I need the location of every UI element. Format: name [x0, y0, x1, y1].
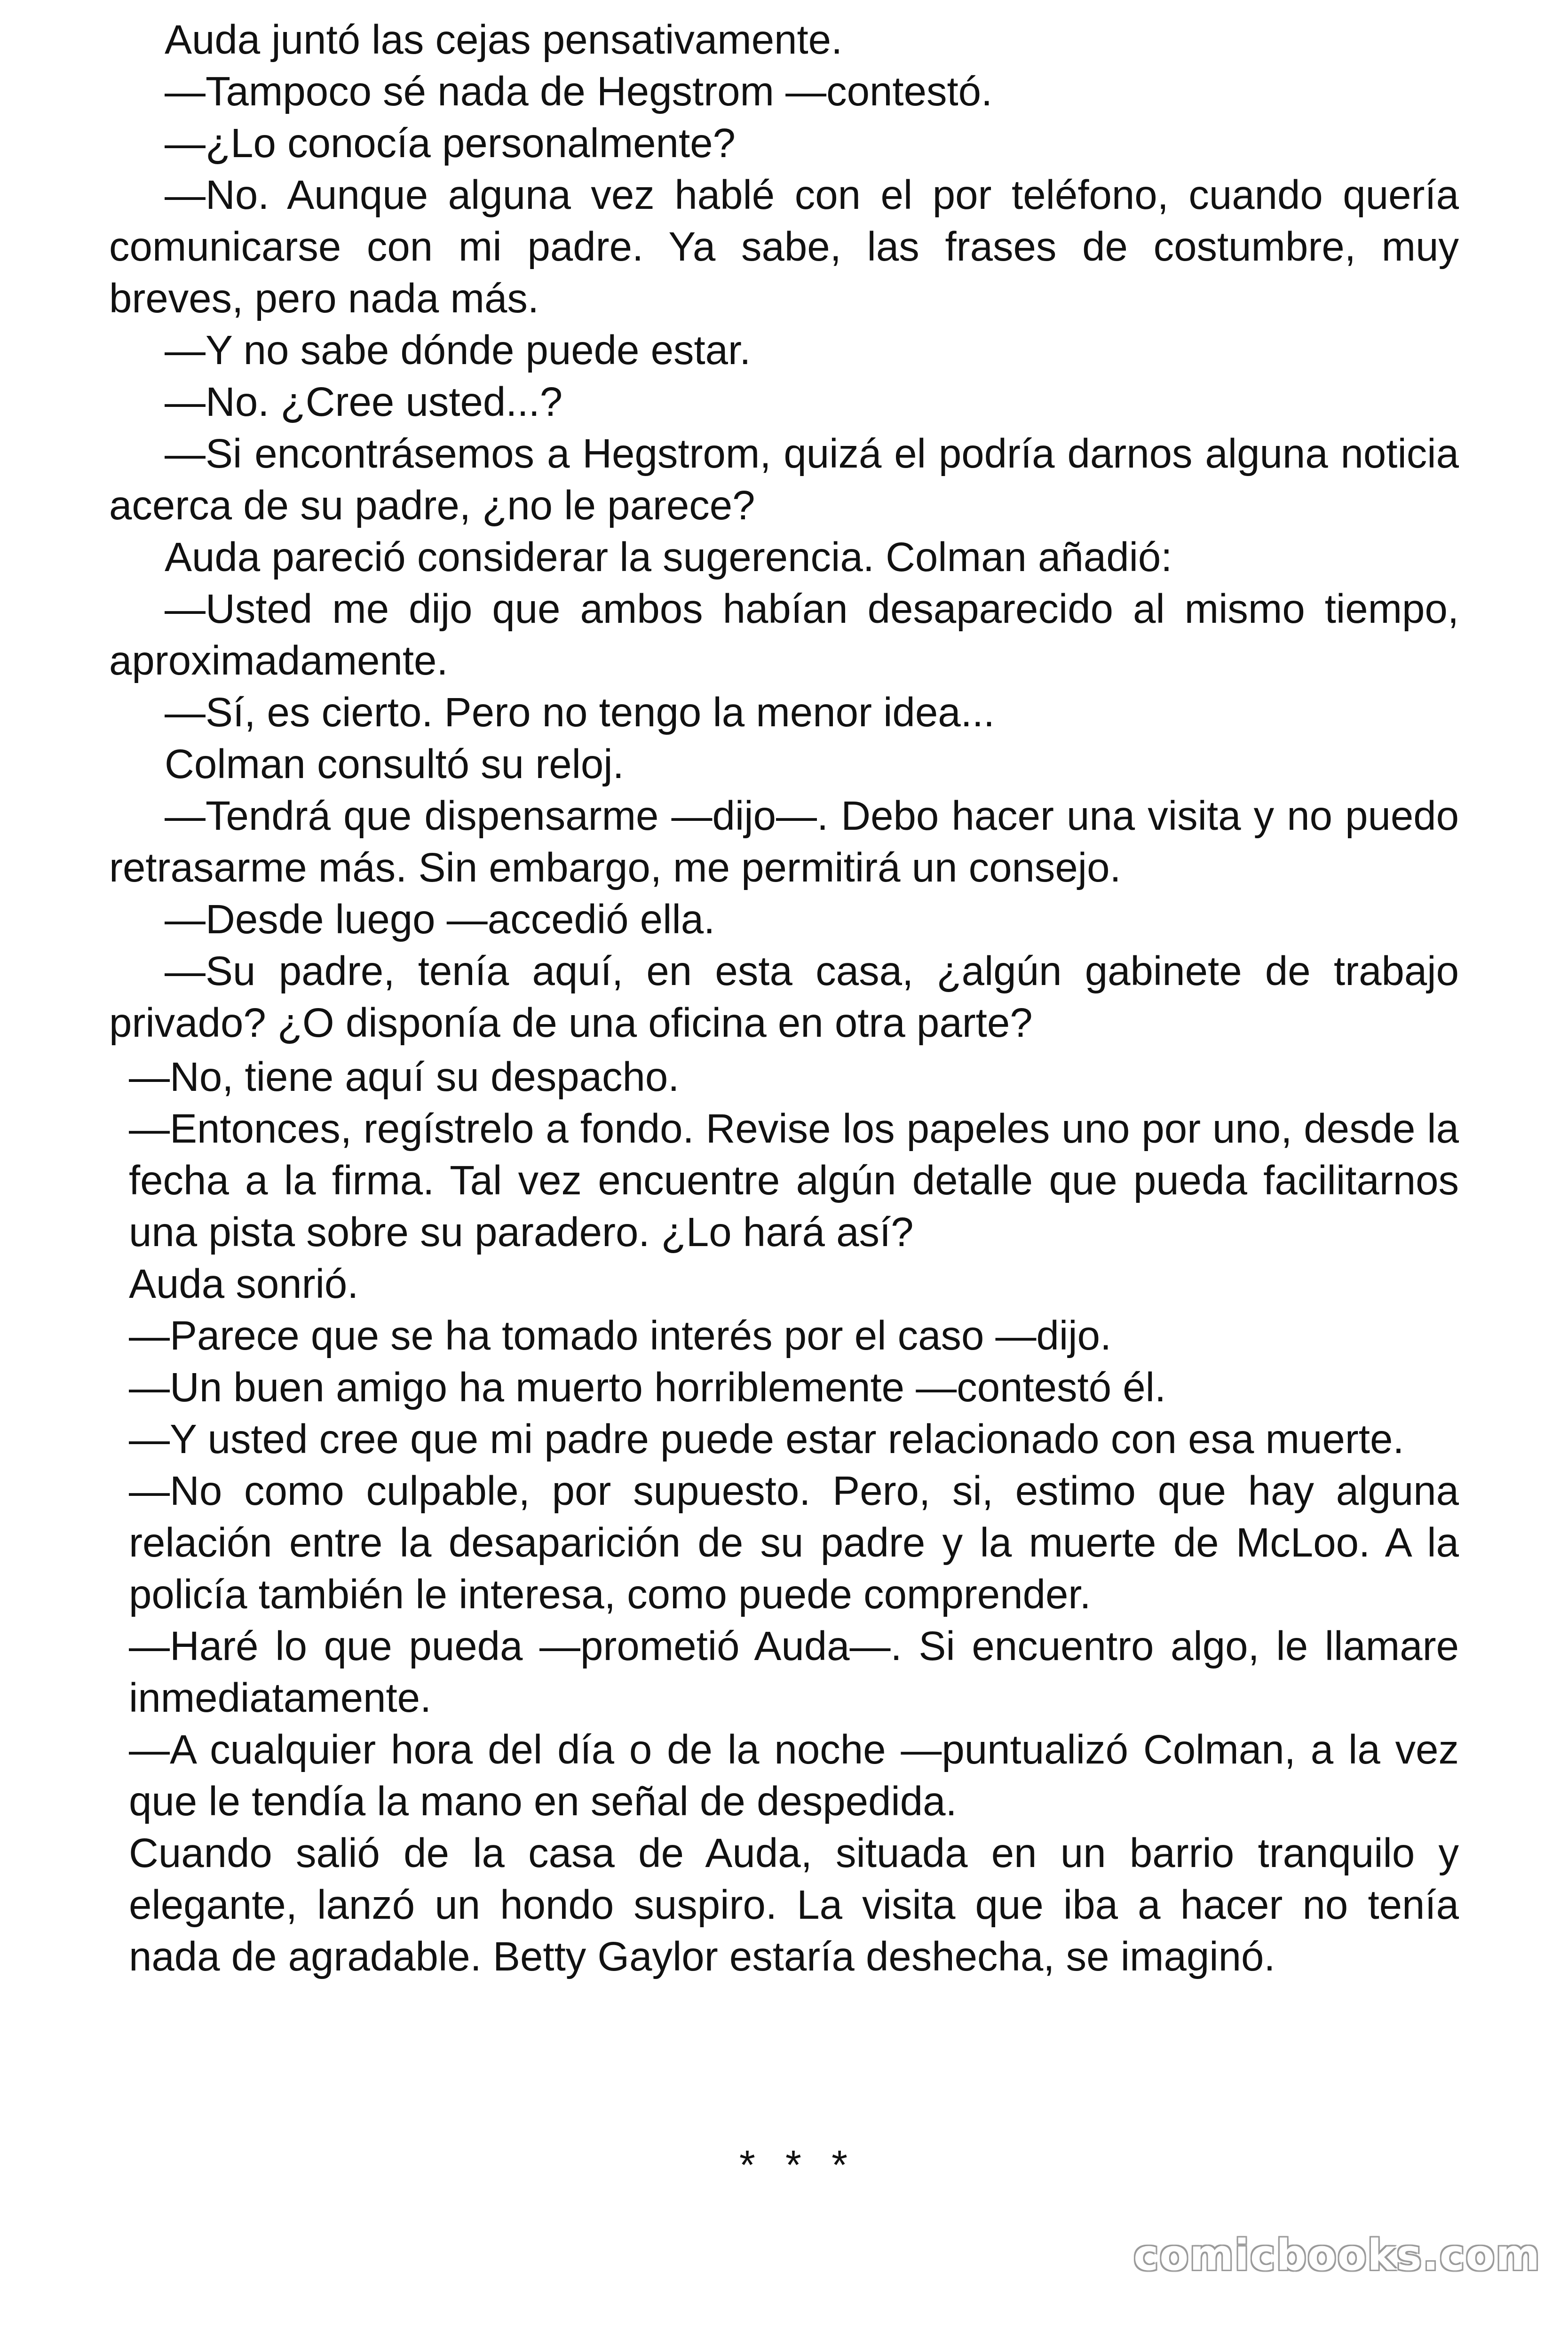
- scene-break: * * *: [739, 2142, 857, 2188]
- paragraph: —Y no sabe dónde puede estar.: [165, 327, 751, 373]
- paragraph: Auda pareció considerar la sugerencia. Colman añadió:: [165, 534, 1172, 580]
- paragraph: —Entonces, regístrelo a fondo. Revise los papeles uno por uno, desde la fecha a la firma. Tal vez encuentre algún detalle que pueda facilitarnos una pista sobre su paradero. ¿Lo hará así?: [129, 1106, 1459, 1255]
- paragraph: Colman consultó su reloj.: [165, 741, 624, 787]
- flush-text-block: [129, 1051, 1459, 1983]
- paragraph: —Tampoco sé nada de Hegstrom —contestó.: [165, 69, 993, 114]
- paragraph: —Si encontrásemos a Hegstrom, quizá el podría darnos alguna noticia acerca de su padre, ¿no le parece?: [109, 431, 1459, 528]
- paragraph: Auda juntó las cejas pensativamente.: [165, 17, 843, 63]
- watermark-logo: comicbooks.com: [1133, 2231, 1541, 2280]
- paragraph: —No como culpable, por supuesto. Pero, si, estimo que hay alguna relación entre la desaparición de su padre y la muerte de McLoo. A la policía también le interesa, como puede comprender.: [129, 1468, 1459, 1617]
- paragraph: —Parece que se ha tomado interés por el caso —dijo.: [129, 1313, 1112, 1359]
- paragraph: —Tendrá que dispensarme —dijo—. Debo hacer una visita y no puedo retrasarme más. Sin embargo, me permitirá un consejo.: [109, 793, 1459, 890]
- paragraph: —A cualquier hora del día o de la noche —puntualizó Colman, a la vez que le tendía la mano en señal de despedida.: [129, 1727, 1459, 1824]
- paragraph: —No, tiene aquí su despacho.: [129, 1054, 680, 1100]
- paragraph: Cuando salió de la casa de Auda, situada en un barrio tranquilo y elegante, lanzó un hondo suspiro. La visita que iba a hacer no tenía nada de agradable. Betty Gaylor estaría deshecha, se imaginó.: [129, 1830, 1459, 1979]
- paragraph: —No. ¿Cree usted...?: [165, 379, 563, 425]
- paragraph: —Desde luego —accedió ella.: [165, 897, 715, 942]
- paragraph: —Y usted cree que mi padre puede estar relacionado con esa muerte.: [129, 1416, 1404, 1462]
- paragraph: —Haré lo que pueda —prometió Auda—. Si encuentro algo, le llamare inmediatamente.: [129, 1623, 1459, 1721]
- paragraph: —Un buen amigo ha muerto horriblemente —contestó él.: [129, 1365, 1166, 1410]
- paragraph: —¿Lo conocía personalmente?: [165, 120, 736, 166]
- paragraph: —Su padre, tenía aquí, en esta casa, ¿algún gabinete de trabajo privado? ¿O disponía de una oficina en otra parte?: [109, 948, 1459, 1046]
- paragraph: —No. Aunque alguna vez hablé con el por teléfono, cuando quería comunicarse con mi padre. Ya sabe, las frases de costumbre, muy breves, pero nada más.: [109, 172, 1459, 321]
- paragraph: —Sí, es cierto. Pero no tengo la menor idea...: [165, 690, 995, 735]
- paragraph: Auda sonrió.: [129, 1261, 359, 1307]
- paragraph: —Usted me dijo que ambos habían desaparecido al mismo tiempo, aproximadamente.: [109, 586, 1459, 683]
- indented-text-block: [109, 14, 1459, 1049]
